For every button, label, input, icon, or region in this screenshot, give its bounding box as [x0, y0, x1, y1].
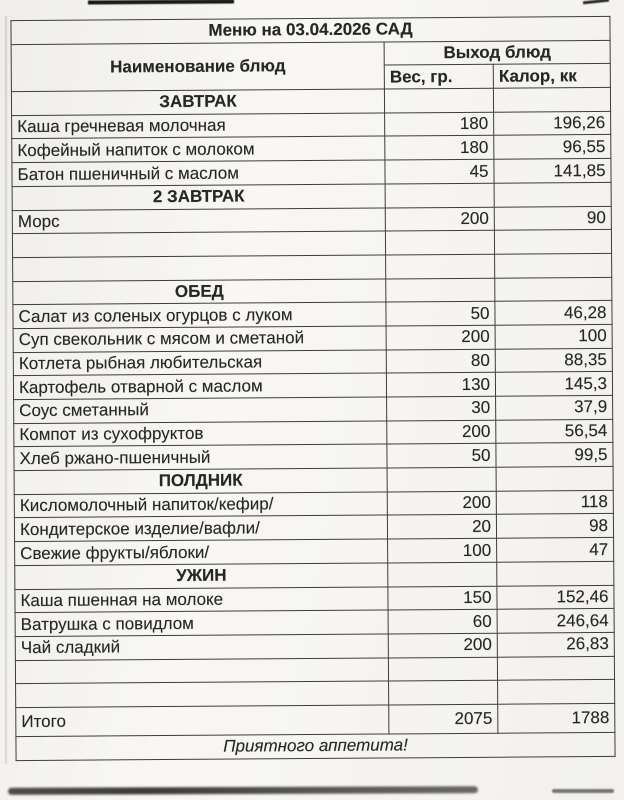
scan-artifact-top-line	[88, 0, 234, 5]
weight-cell: 60	[388, 609, 497, 633]
calories-cell	[493, 87, 610, 112]
menu-table	[10, 16, 615, 761]
dish-name-cell: Компот из сухофруктов	[14, 421, 387, 447]
dish-name-cell	[13, 255, 386, 281]
weight-cell: 130	[386, 373, 495, 397]
section-title-cell: УЖИН	[15, 563, 388, 589]
footer-note: Приятного аппетита!	[16, 732, 615, 760]
calories-cell	[496, 466, 613, 491]
dish-name-cell: Кисломолочный напиток/кефир/	[14, 492, 387, 518]
col-header-output-group: Выход блюд	[384, 40, 610, 65]
section-title-cell: ЗАВТРАК	[11, 89, 384, 115]
dish-name-cell: Хлеб ржано-пшеничный	[14, 444, 387, 470]
weight-cell: 80	[386, 349, 495, 373]
weight-cell	[384, 88, 493, 112]
section-title-cell: 2 ЗАВТРАК	[12, 184, 385, 210]
calories-cell: 47	[497, 538, 614, 563]
weight-cell: 50	[387, 444, 496, 468]
dish-name-cell: Соус сметанный	[14, 397, 387, 423]
dish-name-cell: Морс	[12, 207, 385, 233]
menu-table-footer	[16, 703, 615, 760]
total-row	[16, 703, 615, 736]
calories-cell	[494, 230, 611, 255]
section-title-cell: ПОЛДНИК	[14, 468, 387, 494]
weight-cell: 45	[385, 159, 494, 183]
col-header-weight: Вес, гр.	[384, 65, 493, 89]
weight-cell	[385, 230, 494, 254]
weight-cell: 200	[387, 491, 496, 515]
scan-artifact-bottom-dash	[552, 789, 614, 793]
calories-cell: 46,28	[495, 301, 612, 326]
calories-cell: 99,5	[496, 443, 613, 468]
calories-cell	[494, 182, 611, 207]
dish-name-cell: Каша гречневая молочная	[12, 113, 385, 139]
total-label: Итого	[16, 705, 389, 737]
weight-cell	[388, 657, 497, 681]
dish-name-cell	[12, 231, 385, 257]
dish-name-cell	[15, 658, 388, 684]
calories-cell: 246,64	[497, 609, 614, 634]
weight-cell: 50	[386, 301, 495, 325]
section-title-cell: ОБЕД	[13, 279, 386, 305]
calories-cell	[495, 277, 612, 302]
dish-name-cell: Ватрушка с повидлом	[15, 610, 388, 636]
weight-cell: 200	[387, 420, 496, 444]
weight-cell: 100	[388, 538, 497, 562]
dish-name-cell: Кондитерское изделие/вафли/	[14, 515, 387, 541]
weight-cell: 20	[387, 515, 496, 539]
footer-row	[16, 732, 615, 760]
calories-cell: 88,35	[495, 348, 612, 373]
weight-cell	[385, 183, 494, 207]
weight-cell	[388, 562, 497, 586]
dish-name-cell: Чай сладкий	[15, 634, 388, 660]
calories-cell: 141,85	[494, 159, 611, 184]
weight-cell: 30	[387, 396, 496, 420]
dish-name-cell: Каша пшенная на молоке	[15, 586, 388, 612]
calories-cell: 90	[494, 206, 611, 231]
calories-cell: 96,55	[494, 135, 611, 160]
dish-name-cell: Свежие фрукты/яблоки/	[15, 539, 388, 565]
weight-cell: 200	[388, 633, 497, 657]
scan-artifact-top-dash	[583, 0, 609, 4]
calories-cell: 56,54	[496, 419, 613, 444]
menu-table-body	[11, 87, 614, 707]
weight-cell: 150	[388, 586, 497, 610]
calories-cell	[497, 656, 614, 681]
dish-name-cell	[16, 681, 389, 707]
weight-cell: 200	[386, 325, 495, 349]
col-header-calories: Калор, кк	[493, 64, 610, 89]
total-weight: 2075	[389, 704, 498, 734]
scan-artifact-left-edge-line	[5, 16, 7, 764]
weight-cell	[387, 467, 496, 491]
calories-cell	[497, 561, 614, 586]
calories-cell: 152,46	[497, 585, 614, 610]
weight-cell	[386, 278, 495, 302]
total-calories: 1788	[498, 703, 615, 733]
calories-cell	[495, 253, 612, 278]
scan-artifact-bottom-smudge	[8, 786, 478, 795]
weight-cell: 180	[385, 112, 494, 136]
calories-cell: 118	[496, 490, 613, 515]
calories-cell: 37,9	[496, 395, 613, 420]
dish-name-cell: Картофель отварной с маслом	[13, 373, 386, 399]
dish-name-cell: Батон пшеничный с маслом	[12, 160, 385, 186]
weight-cell: 200	[385, 207, 494, 231]
calories-cell: 26,83	[497, 632, 614, 657]
calories-cell: 100	[495, 324, 612, 349]
weight-cell: 180	[385, 136, 494, 160]
dish-name-cell: Суп свекольник с мясом и сметаной	[13, 326, 386, 352]
calories-cell	[498, 680, 615, 705]
dish-name-cell: Салат из соленых огурцов с луком	[13, 302, 386, 328]
col-header-name: Наименование блюд	[11, 42, 384, 92]
weight-cell	[389, 680, 498, 704]
calories-cell: 145,3	[495, 372, 612, 397]
weight-cell	[386, 254, 495, 278]
calories-cell: 196,26	[494, 111, 611, 136]
calories-cell: 98	[496, 514, 613, 539]
dish-name-cell: Кофейный напиток с молоком	[12, 136, 385, 162]
dish-name-cell: Котлета рыбная любительская	[13, 350, 386, 376]
page-title: Меню на 03.04.2026 САД	[11, 16, 610, 44]
